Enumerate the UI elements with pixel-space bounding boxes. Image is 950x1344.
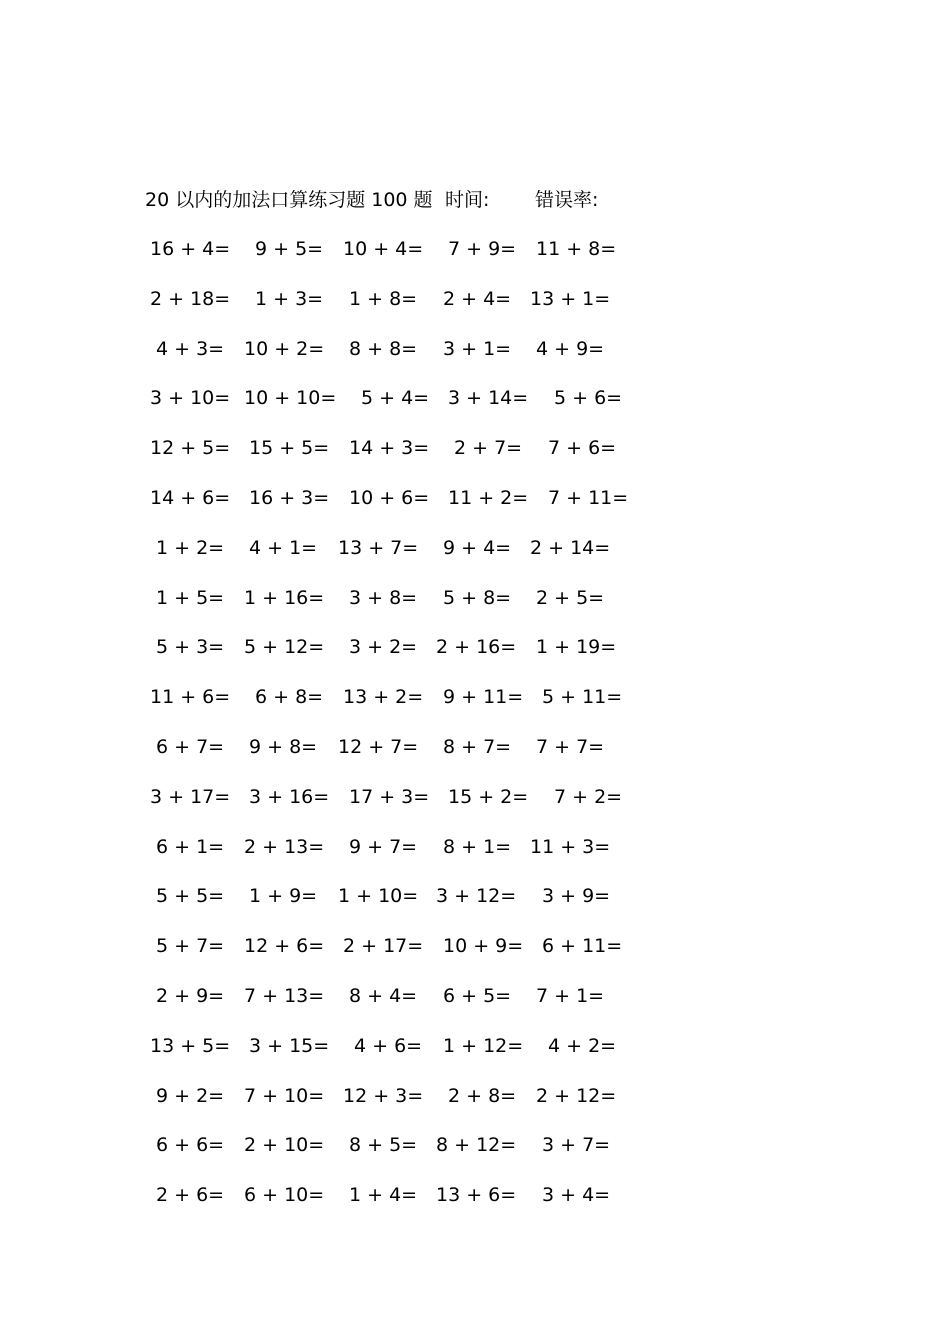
problem-item: 3 + 17= xyxy=(150,786,231,808)
problem-item: 1 + 8= xyxy=(349,288,418,310)
problem-item: 11 + 6= xyxy=(150,686,231,708)
problem-item: 5 + 4= xyxy=(361,387,430,409)
problem-item: 9 + 7= xyxy=(349,836,418,858)
problem-item: 3 + 4= xyxy=(542,1184,611,1206)
problem-item: 10 + 4= xyxy=(343,238,424,260)
problem-item: 3 + 16= xyxy=(249,786,330,808)
problem-item: 4 + 6= xyxy=(354,1035,423,1057)
problem-item: 7 + 2= xyxy=(554,786,623,808)
problem-item: 2 + 14= xyxy=(530,537,611,559)
problem-item: 9 + 4= xyxy=(443,537,512,559)
problem-item: 1 + 16= xyxy=(244,587,325,609)
problem-item: 15 + 2= xyxy=(448,786,529,808)
problem-item: 11 + 3= xyxy=(530,836,611,858)
problem-item: 12 + 5= xyxy=(150,437,231,459)
problem-item: 4 + 9= xyxy=(536,338,605,360)
problem-item: 6 + 11= xyxy=(542,935,623,957)
problem-item: 6 + 6= xyxy=(156,1134,225,1156)
problem-item: 5 + 12= xyxy=(244,636,325,658)
problem-item: 2 + 8= xyxy=(448,1085,517,1107)
problem-item: 5 + 11= xyxy=(542,686,623,708)
problem-item: 12 + 6= xyxy=(244,935,325,957)
problem-item: 9 + 8= xyxy=(249,736,318,758)
problem-item: 2 + 16= xyxy=(436,636,517,658)
problem-item: 13 + 2= xyxy=(343,686,424,708)
problem-item: 5 + 6= xyxy=(554,387,623,409)
problem-item: 1 + 10= xyxy=(338,885,419,907)
problem-item: 13 + 6= xyxy=(436,1184,517,1206)
problem-item: 5 + 5= xyxy=(156,885,225,907)
problem-item: 16 + 3= xyxy=(249,487,330,509)
problem-item: 6 + 10= xyxy=(244,1184,325,1206)
time-label: 时间: xyxy=(445,189,490,211)
problem-item: 7 + 9= xyxy=(448,238,517,260)
problem-item: 5 + 3= xyxy=(156,636,225,658)
problem-item: 3 + 1= xyxy=(443,338,512,360)
error-rate-label: 错误率: xyxy=(535,189,599,211)
problem-item: 1 + 12= xyxy=(443,1035,524,1057)
problem-item: 2 + 13= xyxy=(244,836,325,858)
worksheet-title: 20 以内的加法口算练习题 100 题 xyxy=(145,189,433,211)
problem-item: 8 + 7= xyxy=(443,736,512,758)
problem-item: 2 + 9= xyxy=(156,985,225,1007)
problem-item: 6 + 7= xyxy=(156,736,225,758)
problem-item: 8 + 4= xyxy=(349,985,418,1007)
problem-item: 7 + 13= xyxy=(244,985,325,1007)
problem-item: 2 + 12= xyxy=(536,1085,617,1107)
problem-item: 10 + 10= xyxy=(244,387,337,409)
problem-item: 4 + 2= xyxy=(548,1035,617,1057)
problem-item: 1 + 3= xyxy=(255,288,324,310)
problem-item: 7 + 11= xyxy=(548,487,629,509)
problem-item: 5 + 7= xyxy=(156,935,225,957)
problem-item: 9 + 2= xyxy=(156,1085,225,1107)
problem-item: 9 + 11= xyxy=(443,686,524,708)
problem-item: 1 + 19= xyxy=(536,636,617,658)
problem-item: 3 + 15= xyxy=(249,1035,330,1057)
problem-item: 1 + 4= xyxy=(349,1184,418,1206)
problem-item: 12 + 7= xyxy=(338,736,419,758)
problem-item: 3 + 8= xyxy=(349,587,418,609)
problem-item: 10 + 6= xyxy=(349,487,430,509)
problem-item: 6 + 5= xyxy=(443,985,512,1007)
problem-item: 17 + 3= xyxy=(349,786,430,808)
problem-item: 11 + 2= xyxy=(448,487,529,509)
problem-item: 8 + 12= xyxy=(436,1134,517,1156)
problem-item: 10 + 2= xyxy=(244,338,325,360)
problem-item: 2 + 6= xyxy=(156,1184,225,1206)
problem-item: 12 + 3= xyxy=(343,1085,424,1107)
problem-item: 7 + 6= xyxy=(548,437,617,459)
problem-item: 3 + 10= xyxy=(150,387,231,409)
problem-item: 13 + 5= xyxy=(150,1035,231,1057)
problem-item: 3 + 2= xyxy=(349,636,418,658)
problem-item: 2 + 10= xyxy=(244,1134,325,1156)
problem-item: 5 + 8= xyxy=(443,587,512,609)
problem-item: 2 + 7= xyxy=(454,437,523,459)
problem-item: 6 + 8= xyxy=(255,686,324,708)
problem-item: 4 + 3= xyxy=(156,338,225,360)
problem-item: 7 + 1= xyxy=(536,985,605,1007)
problem-item: 8 + 8= xyxy=(349,338,418,360)
problem-item: 1 + 9= xyxy=(249,885,318,907)
problem-item: 13 + 1= xyxy=(530,288,611,310)
problem-item: 3 + 7= xyxy=(542,1134,611,1156)
problem-item: 16 + 4= xyxy=(150,238,231,260)
problem-item: 14 + 3= xyxy=(349,437,430,459)
problem-item: 13 + 7= xyxy=(338,537,419,559)
problem-item: 9 + 5= xyxy=(255,238,324,260)
problem-item: 2 + 18= xyxy=(150,288,231,310)
problem-item: 1 + 5= xyxy=(156,587,225,609)
problem-item: 10 + 9= xyxy=(443,935,524,957)
problem-item: 14 + 6= xyxy=(150,487,231,509)
problem-item: 7 + 10= xyxy=(244,1085,325,1107)
problem-item: 15 + 5= xyxy=(249,437,330,459)
problem-item: 8 + 5= xyxy=(349,1134,418,1156)
problem-item: 6 + 1= xyxy=(156,836,225,858)
problem-item: 3 + 12= xyxy=(436,885,517,907)
problem-item: 2 + 17= xyxy=(343,935,424,957)
problem-item: 7 + 7= xyxy=(536,736,605,758)
problem-item: 8 + 1= xyxy=(443,836,512,858)
problem-item: 2 + 5= xyxy=(536,587,605,609)
problem-item: 3 + 9= xyxy=(542,885,611,907)
problem-item: 2 + 4= xyxy=(443,288,512,310)
problem-item: 3 + 14= xyxy=(448,387,529,409)
problem-item: 11 + 8= xyxy=(536,238,617,260)
problem-item: 1 + 2= xyxy=(156,537,225,559)
problem-item: 4 + 1= xyxy=(249,537,318,559)
